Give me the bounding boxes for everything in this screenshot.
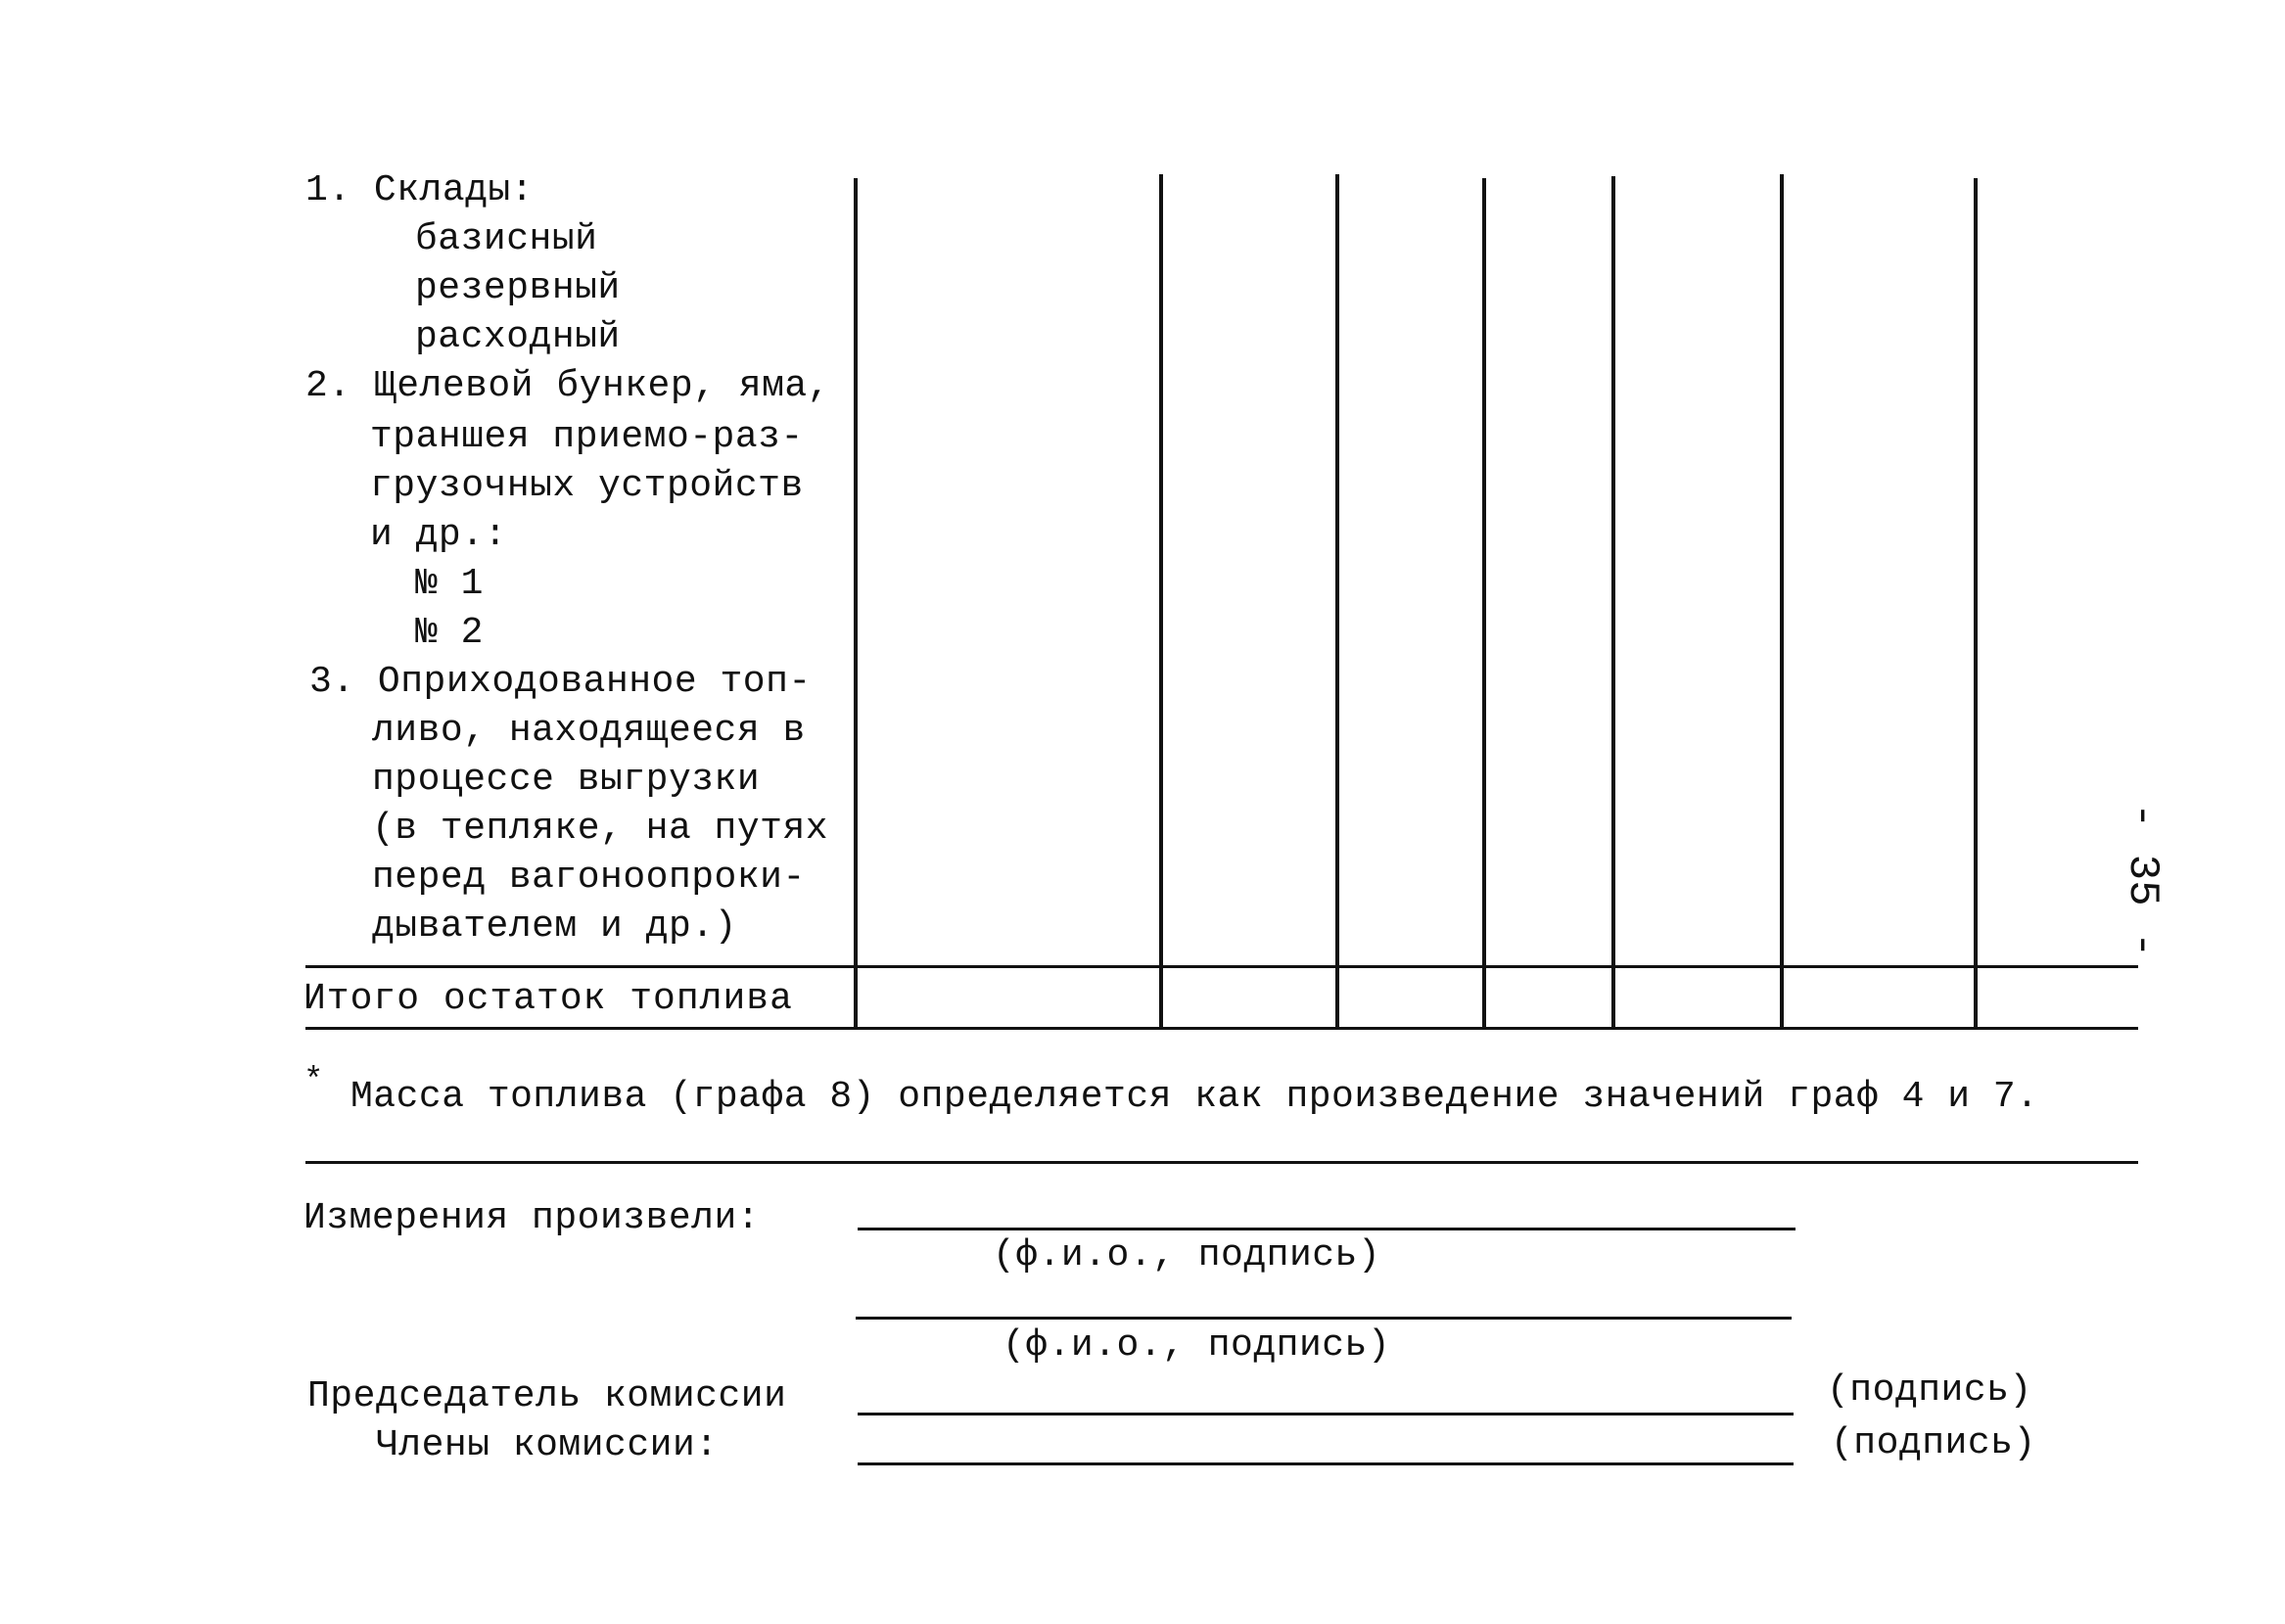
row-3-title: 3. Оприходованное топ- [309,661,812,703]
signature-line-1 [858,1228,1795,1230]
row-2-line-3: грузочных устройств [370,465,804,507]
row-3-line-4: (в тепляке, на путях [372,808,829,850]
row-3-line-5: перед вагоноопроки- [372,857,806,899]
row-2-title: 2. Щелевой бункер, яма, [305,365,830,407]
row-3-line-3: процессе выгрузки [372,759,761,801]
fio-caption-2: (ф.и.о., подпись) [1003,1324,1391,1367]
row-2-line-2: траншея приемо-раз- [370,416,804,458]
measured-label: Измерения произвели: [303,1197,761,1239]
total-row-bottom-rule [305,1027,2138,1030]
members-sign-caption: (подпись) [1831,1422,2036,1464]
row-3-line-2: ливо, находящееся в [372,710,806,752]
column-divider [1974,178,1978,1030]
column-divider [1482,178,1486,1030]
chairman-signature-line [858,1413,1794,1415]
row-1-basic: базисный [415,218,598,260]
signature-line-2 [856,1317,1792,1320]
row-1-consumable: расходный [415,316,621,358]
row-2-no1: № 1 [415,563,484,605]
column-divider [1611,176,1615,1030]
footnote-mark: * [303,1063,324,1100]
fio-caption-1: (ф.и.о., подпись) [993,1234,1381,1276]
row-3-line-6: дывателем и др.) [372,905,737,948]
members-signature-line [858,1462,1794,1465]
members-label: Члены комиссии: [376,1424,719,1466]
row-1-title: 1. Склады: [305,169,535,211]
footnote-rule [305,1161,2138,1164]
row-1-reserve: резервный [415,267,621,309]
column-divider [1335,174,1339,1030]
chairman-sign-caption: (подпись) [1827,1369,2032,1412]
footnote-text: Масса топлива (графа 8) определяется как произведение значений граф 4 и 7. [350,1076,2039,1118]
row-2-line-4: и др.: [370,514,507,556]
column-divider [1780,174,1784,1030]
chairman-label: Председатель комиссии [307,1375,787,1417]
column-divider [854,178,858,1030]
row-2-no2: № 2 [415,612,484,654]
total-row-top-rule [305,965,2138,968]
page-number: - 35 - [2118,803,2167,958]
total-label: Итого остаток топлива [303,978,793,1020]
column-divider [1159,174,1163,1030]
